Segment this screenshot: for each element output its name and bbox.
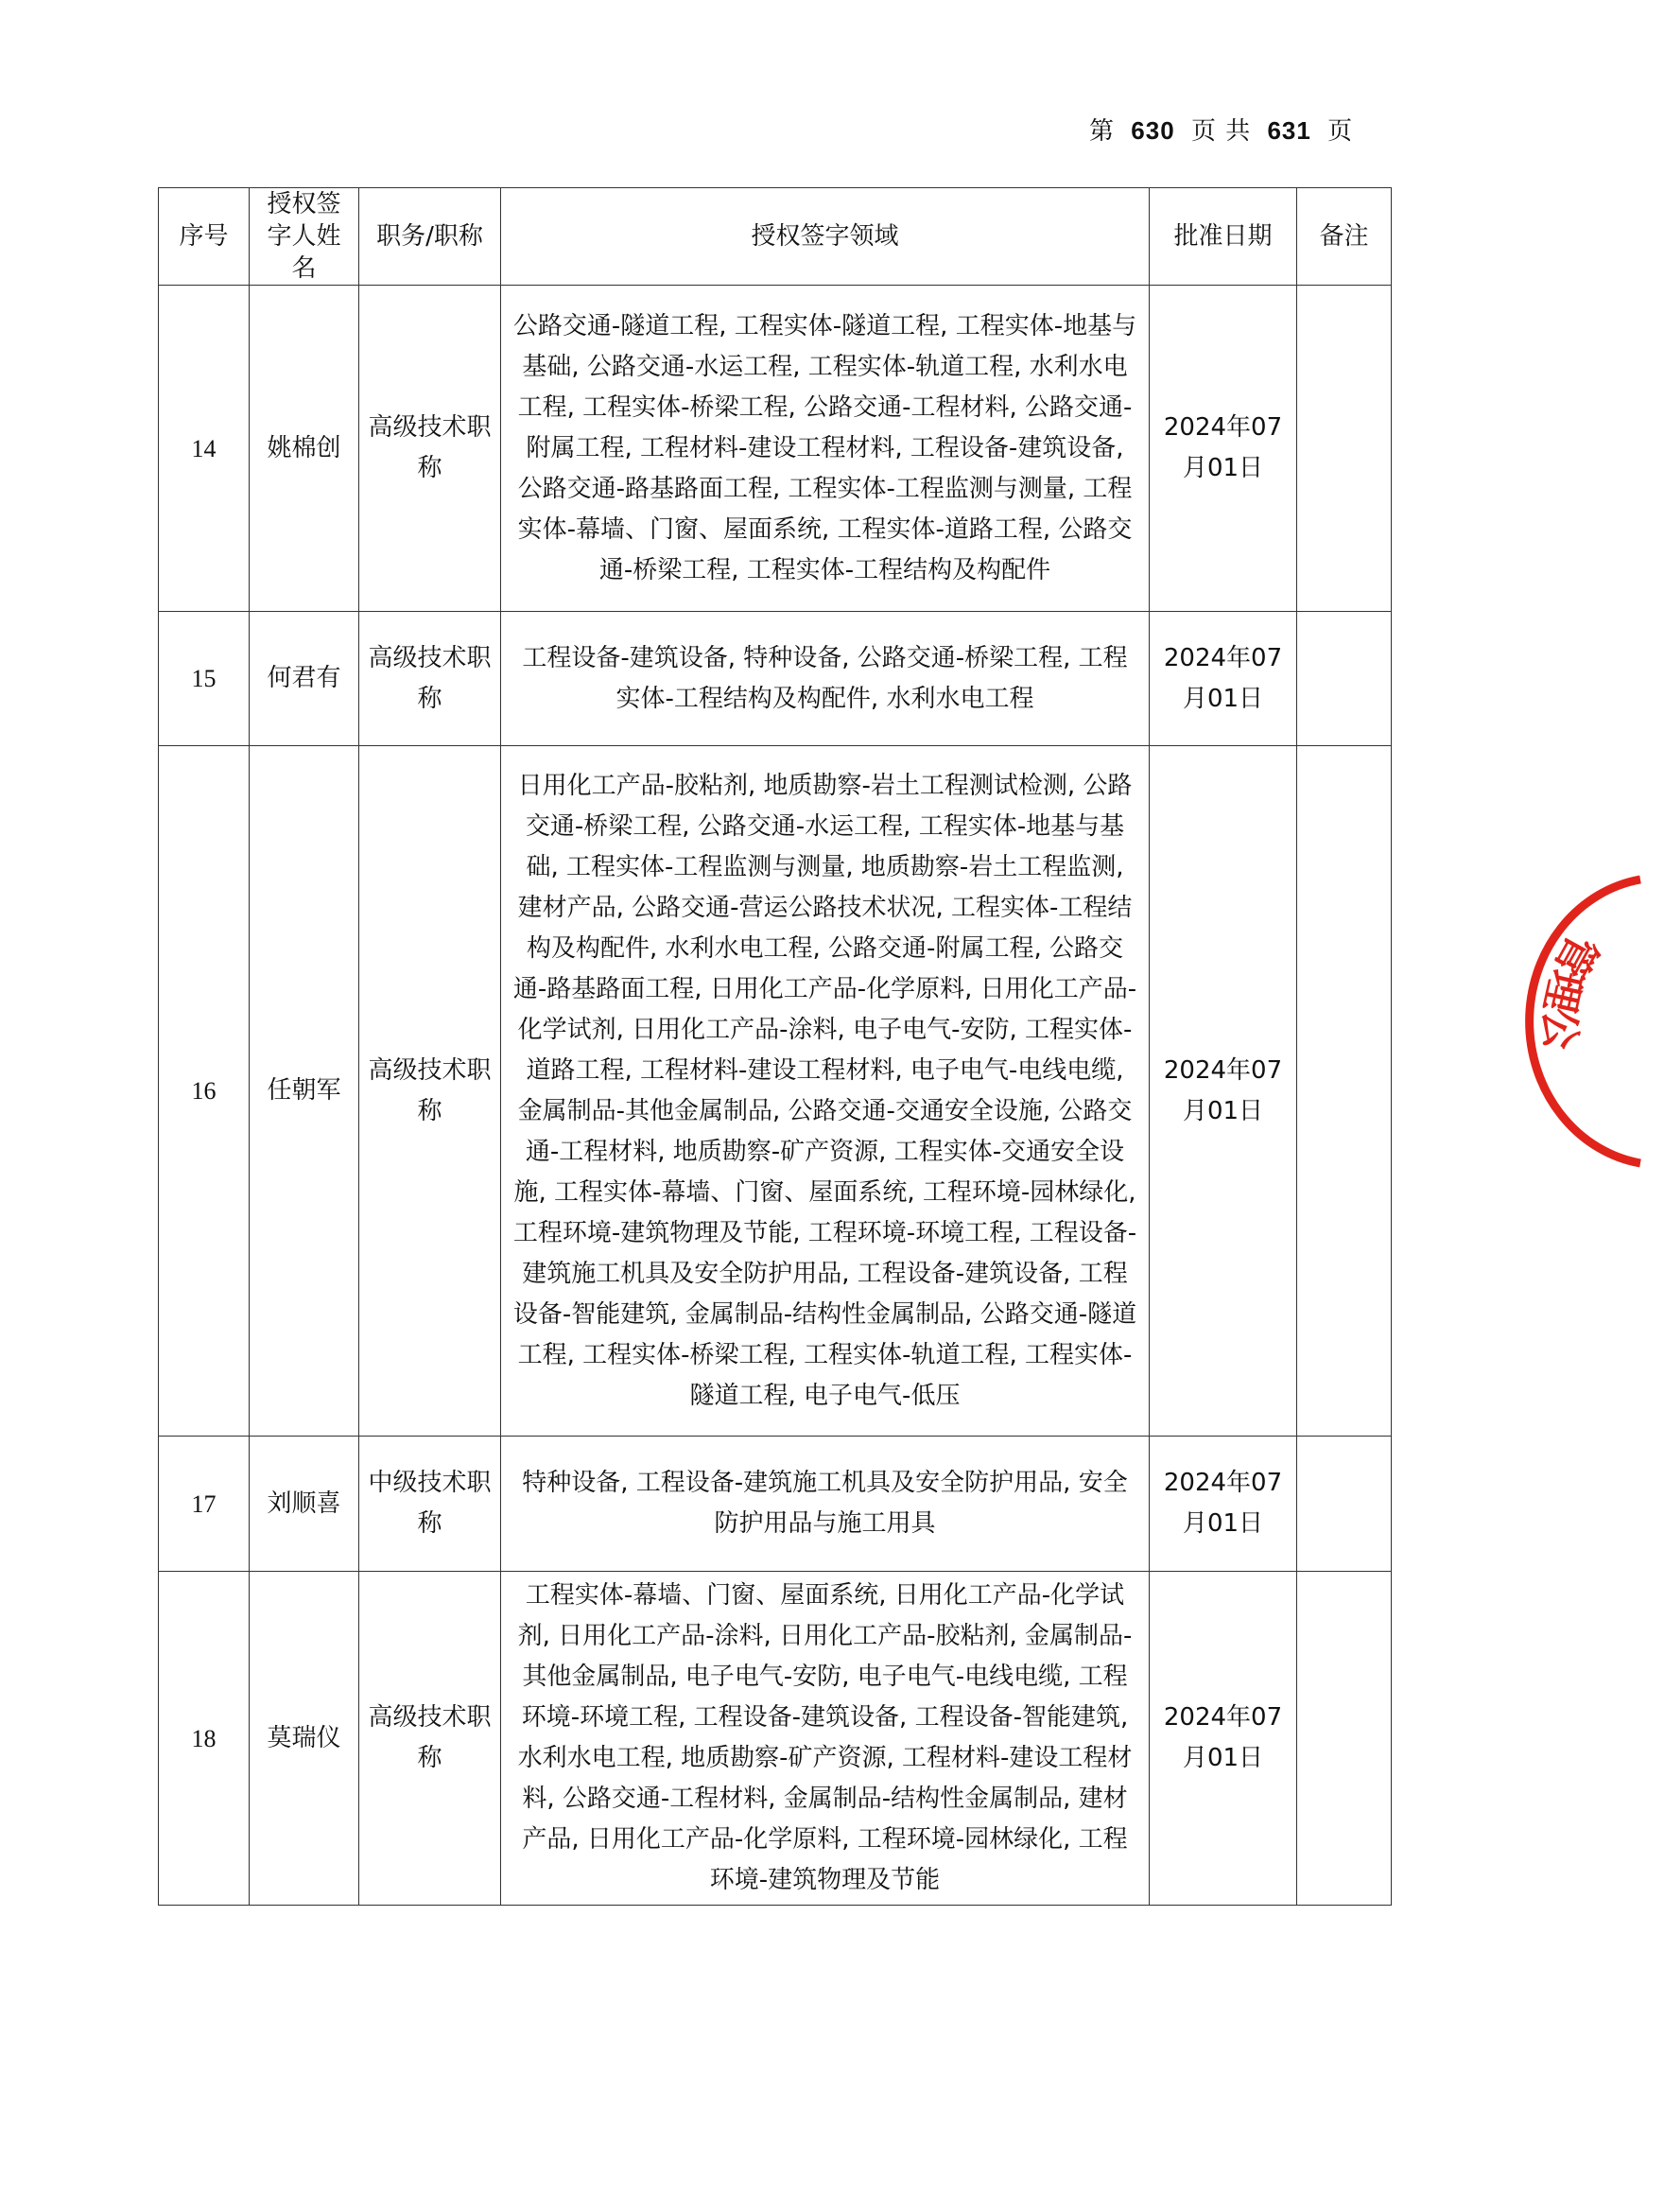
table-row	[159, 1572, 1392, 1906]
page-number	[1089, 112, 1353, 147]
page-suffix: 页	[1327, 117, 1354, 146]
cell-scope: 工程实体-幕墙、门窗、屋面系统, 日用化工产品-化学试剂, 日用化工产品-涂料, 日用化工产品-胶粘剂, 金属制品-其他金属制品, 电子电气-安防, 电子电气-电线电缆, 工程环境-环境工程, 工程设备-建筑设备, 工程设备-智能建筑, 水利水电工程, 地质勘察-矿产资源, 工程材料-建设工程材料, 公路交通-工程材料, 金属制品-结构性金属制品, 建材产品, 日用化工产品-化学原料, 工程环境-园林绿化, 工程环境-建筑物理及节能	[501, 1572, 1150, 1906]
page-current: 630	[1131, 116, 1175, 145]
col-header-title: 职务/职称	[359, 188, 501, 286]
cell-date: 2024年07月01日	[1150, 1572, 1297, 1906]
cell-seq: 17	[159, 1437, 250, 1572]
col-header-scope: 授权签字领域	[501, 188, 1150, 286]
seal-text-path: 管理公	[1534, 926, 1607, 1052]
authorized-signatory-table	[158, 187, 1392, 1906]
cell-scope: 公路交通-隧道工程, 工程实体-隧道工程, 工程实体-地基与基础, 公路交通-水运工程, 工程实体-轨道工程, 水利水电工程, 工程实体-桥梁工程, 公路交通-工程材料, 公路交通-附属工程, 工程材料-建设工程材料, 工程设备-建筑设备, 公路交通-路基路面工程, 工程实体-工程监测与测量, 工程实体-幕墙、门窗、屋面系统, 工程实体-道路工程, 公路交通-桥梁工程, 工程实体-工程结构及构配件	[501, 286, 1150, 612]
col-header-seq: 序号	[159, 188, 250, 286]
cell-date: 2024年07月01日	[1150, 612, 1297, 746]
page-total: 631	[1267, 116, 1311, 145]
cell-scope: 特种设备, 工程设备-建筑施工机具及安全防护用品, 安全防护用品与施工用具	[501, 1437, 1150, 1572]
cell-title: 高级技术职称	[359, 286, 501, 612]
page-prefix: 第	[1089, 117, 1116, 146]
cell-name: 莫瑞仪	[250, 1572, 359, 1906]
page-mid: 页 共	[1190, 117, 1252, 146]
table-row	[159, 612, 1392, 746]
cell-remark	[1297, 1572, 1392, 1906]
cell-seq: 14	[159, 286, 250, 612]
cell-title: 高级技术职称	[359, 746, 501, 1437]
table-header-row	[159, 188, 1392, 286]
table-row	[159, 1437, 1392, 1572]
cell-seq: 16	[159, 746, 250, 1437]
cell-name: 姚棉创	[250, 286, 359, 612]
cell-remark	[1297, 1437, 1392, 1572]
cell-title: 中级技术职称	[359, 1437, 501, 1572]
official-seal-stamp	[1475, 870, 1664, 1173]
col-header-name: 授权签字人姓名	[250, 188, 359, 286]
cell-remark	[1297, 746, 1392, 1437]
cell-scope: 工程设备-建筑设备, 特种设备, 公路交通-桥梁工程, 工程实体-工程结构及构配件, 水利水电工程	[501, 612, 1150, 746]
cell-date: 2024年07月01日	[1150, 286, 1297, 612]
cell-seq: 15	[159, 612, 250, 746]
cell-date: 2024年07月01日	[1150, 746, 1297, 1437]
cell-name: 何君有	[250, 612, 359, 746]
col-header-date: 批准日期	[1150, 188, 1297, 286]
cell-title: 高级技术职称	[359, 612, 501, 746]
cell-scope: 日用化工产品-胶粘剂, 地质勘察-岩土工程测试检测, 公路交通-桥梁工程, 公路交通-水运工程, 工程实体-地基与基础, 工程实体-工程监测与测量, 地质勘察-岩土工程监测, 建材产品, 公路交通-营运公路技术状况, 工程实体-工程结构及构配件, 水利水电工程, 公路交通-附属工程, 公路交通-路基路面工程, 日用化工产品-化学原料, 日用化工产品-化学试剂, 日用化工产品-涂料, 电子电气-安防, 工程实体-道路工程, 工程材料-建设工程材料, 电子电气-电线电缆, 金属制品-其他金属制品, 公路交通-交通安全设施, 公路交通-工程材料, 地质勘察-矿产资源, 工程实体-交通安全设施, 工程实体-幕墙、门窗、屋面系统, 工程环境-园林绿化, 工程环境-建筑物理及节能, 工程环境-环境工程, 工程设备-建筑施工机具及安全防护用品, 工程设备-建筑设备, 工程设备-智能建筑, 金属制品-结构性金属制品, 公路交通-隧道工程, 工程实体-桥梁工程, 工程实体-轨道工程, 工程实体-隧道工程, 电子电气-低压	[501, 746, 1150, 1437]
cell-remark	[1297, 612, 1392, 746]
cell-name: 任朝军	[250, 746, 359, 1437]
table-row	[159, 286, 1392, 612]
cell-seq: 18	[159, 1572, 250, 1906]
cell-date: 2024年07月01日	[1150, 1437, 1297, 1572]
seal-star-arc	[1551, 889, 1596, 927]
cell-remark	[1297, 286, 1392, 612]
table-row	[159, 746, 1392, 1437]
col-header-remark: 备注	[1297, 188, 1392, 286]
cell-name: 刘顺喜	[250, 1437, 359, 1572]
cell-title: 高级技术职称	[359, 1572, 501, 1906]
